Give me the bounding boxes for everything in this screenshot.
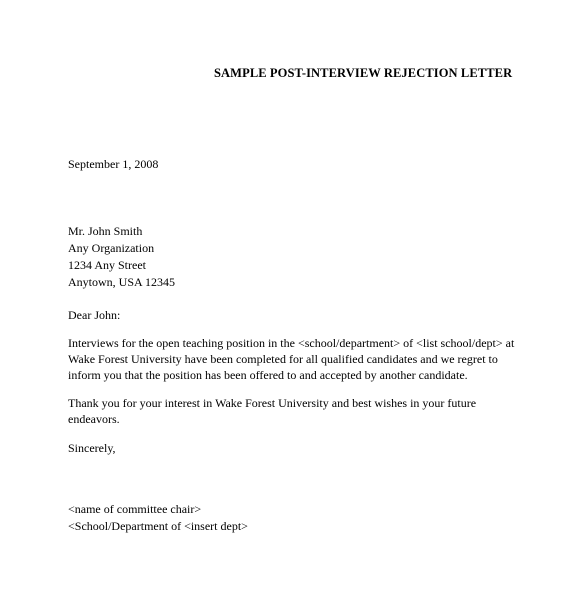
letter-title: SAMPLE POST-INTERVIEW REJECTION LETTER xyxy=(214,66,513,80)
paragraph1-line1: Interviews for the open teaching position in the <school/department> of <list school/dept> at xyxy=(68,336,515,350)
paragraph2-line1: Thank you for your interest in Wake Forest University and best wishes in your future xyxy=(68,396,477,410)
recipient-organization: Any Organization xyxy=(68,241,155,255)
paragraph2-line2: endeavors. xyxy=(68,412,120,426)
closing: Sincerely, xyxy=(68,441,116,455)
signature-department: <School/Department of <insert dept> xyxy=(68,519,248,533)
paragraph1-line3: inform you that the position has been offered to and accepted by another candidate. xyxy=(68,368,468,382)
salutation: Dear John: xyxy=(68,308,121,322)
recipient-street: 1234 Any Street xyxy=(68,258,146,272)
recipient-name: Mr. John Smith xyxy=(68,224,143,238)
paragraph1-line2: Wake Forest University have been completed for all qualified candidates and we regret to xyxy=(68,352,498,366)
recipient-city: Anytown, USA 12345 xyxy=(68,275,176,289)
signature-name: <name of committee chair> xyxy=(68,502,202,516)
letter-date: September 1, 2008 xyxy=(68,157,159,171)
